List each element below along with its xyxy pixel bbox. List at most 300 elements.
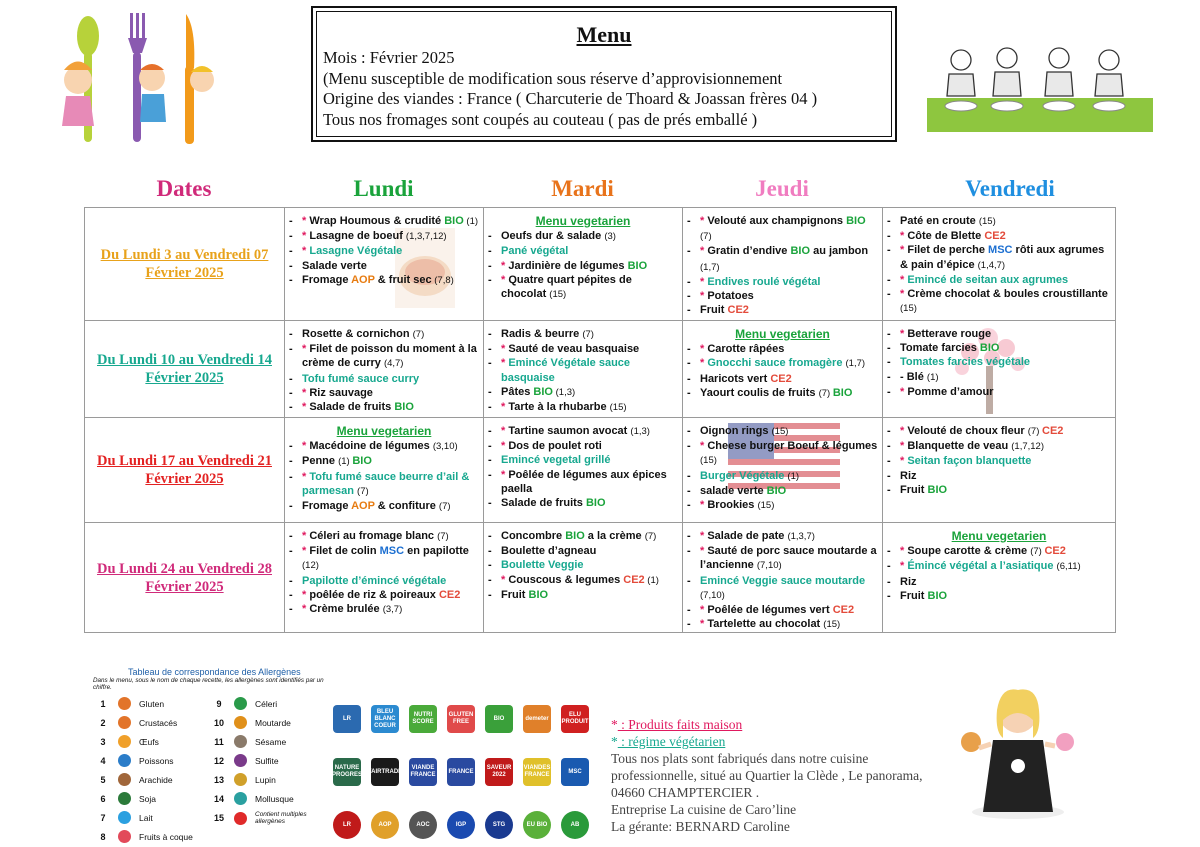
- menu-item-segment: Rosette & cornichon: [302, 328, 413, 340]
- bullet-dash: -: [488, 573, 492, 586]
- menu-item-segment: *: [302, 470, 310, 483]
- menu-item-segment: BIO: [533, 385, 553, 398]
- bullet-dash: -: [887, 455, 891, 468]
- menu-item-segment: (1): [787, 470, 800, 482]
- menu-item-text: [501, 356, 678, 384]
- menu-item-segment: BIO: [627, 259, 648, 272]
- bullet-dash: -: [687, 343, 691, 356]
- menu-item-text: [700, 289, 878, 303]
- week-dates-cell: [85, 418, 285, 523]
- menu-item-text: [501, 496, 678, 510]
- menu-item-segment: *: [501, 401, 509, 414]
- menu-item-segment: (3): [604, 231, 616, 243]
- menu-item-text: [302, 470, 479, 499]
- menu-item-segment: a la crème: [584, 530, 645, 542]
- menu-item: [488, 529, 678, 544]
- menu-item-segment: Poêlée de légumes aux épices paella: [501, 468, 667, 495]
- menu-item-segment: CE2: [623, 573, 645, 586]
- menu-item-segment: Lasagne Végétale: [309, 245, 403, 258]
- menu-item-text: [302, 439, 479, 454]
- menu-item-text: [900, 385, 1111, 399]
- menu-item-text: [900, 243, 1111, 272]
- menu-item-segment: *: [302, 401, 310, 414]
- menu-item-segment: Concombre: [501, 530, 566, 542]
- menu-item: [687, 386, 878, 401]
- menu-item-segment: Salade verte: [302, 259, 367, 272]
- menu-item-segment: Carotte râpées: [707, 343, 785, 356]
- bullet-dash: -: [687, 290, 691, 303]
- bullet-dash: -: [289, 603, 293, 616]
- menu-item-text: [700, 342, 878, 356]
- company-info: [611, 750, 931, 835]
- allergen-icon: [118, 697, 131, 710]
- quality-label-logo: AB: [561, 811, 589, 839]
- menu-item-segment: Pomme d’amour: [907, 385, 994, 398]
- week-dates-cell: [85, 208, 285, 321]
- bullet-dash: -: [488, 530, 492, 542]
- menu-item-text: [501, 439, 678, 453]
- menu-item-text: [700, 498, 878, 513]
- menu-item: [687, 244, 878, 274]
- menu-item-text: [501, 588, 678, 602]
- menu-item-segment: (1,7,12): [1011, 441, 1045, 453]
- allergen-item: [208, 697, 277, 710]
- allergen-number: 6: [100, 793, 106, 804]
- vegetarian-menu-title: Menu vegetarien: [336, 424, 432, 438]
- allergen-name: Céleri: [255, 698, 278, 709]
- menu-item-segment: Papilotte d’émincé végétale: [302, 574, 447, 587]
- menu-item-segment: Pané végétal: [501, 245, 569, 258]
- menu-item-text: [302, 588, 479, 602]
- menu-item-segment: Émincé végétal a l’asiatique: [907, 560, 1057, 573]
- menu-item-segment: Brookies: [707, 499, 758, 512]
- menu-item: [887, 424, 1111, 439]
- bullet-dash: -: [289, 530, 293, 542]
- bullet-dash: -: [488, 385, 492, 398]
- menu-item: [887, 229, 1111, 243]
- menu-item-segment: BIO: [927, 483, 948, 496]
- menu-item-segment: *: [900, 385, 908, 398]
- bullet-dash: -: [887, 483, 891, 496]
- menu-item-segment: *: [501, 259, 509, 272]
- bullet-dash: -: [289, 545, 293, 558]
- menu-item: [289, 529, 479, 544]
- menu-item-text: [501, 544, 678, 558]
- menu-item-segment: BIO: [846, 215, 866, 227]
- vegetarian-menu-title: Menu vegetarien: [951, 529, 1047, 543]
- menu-item-segment: Pâtes: [501, 385, 534, 398]
- menu-item-segment: (7): [1027, 426, 1043, 437]
- menu-item-segment: Emincé Veggie sauce moutarde: [700, 574, 866, 587]
- allergen-table-note: Dans le menu, sous le nom de chaque recette, les allergènes sont identifiés par un chiffre.: [93, 677, 324, 691]
- menu-item-segment: Fruit: [900, 589, 928, 602]
- menu-item-text: [501, 468, 678, 496]
- bullet-dash: -: [887, 244, 891, 257]
- menu-item-text: [700, 484, 878, 498]
- menu-item-segment: *: [700, 343, 708, 356]
- menu-item-text: [302, 342, 479, 371]
- menu-item-segment: Jardinière de légumes: [508, 259, 628, 272]
- menu-item: [687, 544, 878, 573]
- menu-item-segment: Filet de perche: [907, 244, 989, 257]
- menu-item: [488, 558, 678, 572]
- allergen-item: [92, 830, 193, 843]
- menu-cell-vendredi: [883, 321, 1116, 418]
- bullet-dash: -: [488, 230, 492, 243]
- menu-item-segment: BIO: [790, 245, 811, 258]
- menu-item-segment: *: [501, 440, 509, 453]
- allergen-icon: [234, 773, 247, 786]
- menu-item-segment: (7): [437, 531, 449, 542]
- menu-item-segment: (7): [1030, 546, 1045, 558]
- menu-item-segment: CE2: [1044, 545, 1066, 558]
- menu-item: [687, 469, 878, 484]
- menu-item-text: [900, 454, 1111, 468]
- week-dates-line2: Février 2025: [145, 265, 224, 281]
- menu-item-segment: *: [900, 425, 908, 437]
- menu-item: [488, 453, 678, 467]
- allergen-number: 2: [100, 717, 106, 728]
- allergen-table-title: Tableau de correspondance des Allergènes: [128, 667, 301, 677]
- menu-item-segment: Crème brulée: [309, 603, 383, 616]
- menu-info-lines: [323, 48, 817, 130]
- week-row: [85, 208, 1116, 321]
- menu-item-text: [700, 356, 878, 371]
- menu-cell-lundi: [285, 418, 484, 523]
- menu-item-text: [900, 229, 1111, 243]
- menu-item-segment: Salade de fruits: [501, 497, 586, 510]
- week-row: [85, 321, 1116, 418]
- menu-item-segment: Emincé vegetal grillé: [501, 454, 611, 467]
- bullet-dash: -: [488, 343, 492, 356]
- menu-item: [687, 529, 878, 544]
- menu-item: [887, 589, 1111, 603]
- menu-item-segment: *: [302, 230, 310, 243]
- allergen-icon: [118, 830, 131, 843]
- menu-item: [488, 400, 678, 415]
- menu-cell-mardi: [484, 321, 683, 418]
- menu-item-text: [700, 617, 878, 632]
- menu-item-segment: au jambon: [810, 245, 869, 258]
- week-dates-cell: [85, 523, 285, 633]
- menu-item: [488, 588, 678, 602]
- quality-label-logo: VIANDES FRANCE: [523, 758, 551, 786]
- menu-item: [488, 356, 678, 384]
- allergen-number: 8: [100, 831, 106, 842]
- menu-item-segment: Penne: [302, 455, 339, 468]
- menu-item-segment: BIO: [352, 455, 372, 468]
- menu-item-text: [900, 469, 1111, 483]
- allergen-item: [92, 811, 153, 824]
- menu-item-segment: (3,7): [382, 604, 403, 616]
- menu-item: [887, 575, 1111, 589]
- menu-item-segment: *: [900, 230, 908, 243]
- menu-item-segment: *: [302, 588, 310, 601]
- allergen-name: Soja: [139, 793, 157, 804]
- menu-item-text: [302, 574, 479, 588]
- menu-item-text: [700, 529, 878, 544]
- quality-label-logo: AOP: [371, 811, 399, 839]
- menu-item: [887, 341, 1111, 355]
- menu-item-segment: rôti aux agrumes & pain d’épice: [900, 244, 1105, 271]
- menu-item-segment: *: [700, 275, 708, 288]
- menu-item: [887, 559, 1111, 574]
- menu-table: [84, 207, 1116, 633]
- menu-item-text: [302, 229, 479, 244]
- legend-vegetarian: * : régime végétarien: [611, 734, 726, 749]
- bullet-dash: -: [887, 288, 891, 301]
- menu-item-segment: (6,11): [1056, 561, 1081, 573]
- bullet-dash: -: [289, 259, 293, 272]
- menu-item-segment: (1,7): [700, 261, 720, 273]
- menu-item-text: [501, 558, 678, 572]
- week-dates-line2: Février 2025: [145, 370, 224, 386]
- menu-item: [289, 400, 479, 414]
- header-lundi: Lundi: [353, 176, 414, 201]
- quality-label-logo: FRANCE: [447, 758, 475, 786]
- allergen-icon: [234, 697, 247, 710]
- manager-name: La gérante: BERNARD Caroline: [611, 819, 790, 834]
- menu-item: [488, 342, 678, 356]
- menu-item-segment: *: [900, 560, 908, 573]
- bullet-dash: -: [289, 500, 293, 513]
- menu-item-text: [302, 372, 479, 386]
- menu-item: [687, 574, 878, 603]
- menu-item: [289, 372, 479, 386]
- menu-title: Menu: [576, 22, 632, 47]
- menu-item-segment: CE2: [1042, 425, 1064, 437]
- menu-item-segment: (15): [978, 216, 996, 227]
- bullet-dash: -: [488, 357, 492, 370]
- menu-item-segment: en papilotte: [404, 545, 469, 558]
- menu-cell-jeudi: [683, 208, 883, 321]
- menu-item-segment: Gnocchi sauce fromagère: [707, 357, 846, 370]
- menu-item-segment: Riz: [900, 469, 917, 482]
- quality-label-logo: GLUTEN FREE: [447, 705, 475, 733]
- menu-item-segment: (15): [823, 619, 841, 631]
- quality-label-logo: STG: [485, 811, 513, 839]
- allergen-icon: [234, 812, 247, 825]
- bullet-dash: -: [887, 575, 891, 588]
- menu-item: [887, 355, 1111, 369]
- bullet-dash: -: [887, 215, 891, 227]
- bullet-dash: -: [289, 230, 293, 243]
- menu-item-segment: Riz sauvage: [309, 386, 373, 399]
- menu-item-segment: *: [302, 603, 310, 616]
- menu-meat-origin: Origine des viandes : France ( Charcuterie de Thoard & Joassan frères 04 ): [323, 89, 818, 108]
- menu-item: [289, 327, 479, 342]
- bullet-dash: -: [687, 484, 691, 497]
- menu-item-segment: Emincé de seitan aux agrumes: [907, 273, 1069, 286]
- menu-item: [687, 214, 878, 244]
- bullet-dash: -: [289, 401, 293, 414]
- menu-item-text: [501, 259, 678, 273]
- menu-item-text: [700, 439, 878, 468]
- bullet-dash: -: [687, 425, 691, 437]
- company-name: Entreprise La cuisine de Caro’line: [611, 802, 797, 817]
- bullet-dash: -: [289, 372, 293, 385]
- menu-item-text: [700, 424, 878, 439]
- header-vendredi: Vendredi: [965, 176, 1055, 201]
- quality-label-logo: demeter: [523, 705, 551, 733]
- menu-item-segment: Fruit: [900, 483, 928, 496]
- week-dates-line2: Février 2025: [145, 578, 224, 595]
- menu-item: [687, 372, 878, 386]
- bullet-dash: -: [687, 618, 691, 631]
- menu-item-segment: Quatre quart pépites de chocolat: [501, 273, 632, 301]
- menu-item-segment: Fromage: [302, 273, 352, 286]
- menu-item-text: [900, 439, 1111, 454]
- menu-item-text: [900, 575, 1111, 589]
- menu-item: [687, 439, 878, 468]
- allergen-name: Lait: [139, 812, 153, 823]
- menu-item: [289, 259, 479, 273]
- menu-item-segment: Salade de fruits: [309, 401, 395, 414]
- menu-item-segment: *: [900, 440, 908, 453]
- bullet-dash: -: [887, 560, 891, 573]
- menu-item-segment: Haricots vert: [700, 372, 771, 385]
- bullet-dash: -: [887, 273, 891, 286]
- allergen-number: 11: [214, 736, 224, 747]
- menu-cell-mardi: [484, 523, 683, 633]
- menu-item-segment: Potatoes: [707, 290, 754, 303]
- bullet-dash: -: [488, 545, 492, 558]
- menu-item-segment: BIO: [565, 530, 585, 542]
- menu-item-segment: Salade de pate: [707, 530, 788, 542]
- allergen-icon: [234, 754, 247, 767]
- menu-cheese-note: Tous nos fromages sont coupés au couteau ( pas de prés emballé ): [323, 109, 758, 129]
- quality-label-logo: NUTRI SCORE: [409, 705, 437, 733]
- vegetarian-menu-title: Menu vegetarien: [535, 214, 631, 228]
- menu-item-segment: *: [501, 573, 509, 586]
- bullet-dash: -: [289, 245, 293, 258]
- menu-item: [687, 356, 878, 371]
- bullet-dash: -: [488, 259, 492, 272]
- menu-item-segment: *: [900, 455, 908, 468]
- allergen-number: 3: [100, 736, 106, 747]
- bullet-dash: -: [289, 215, 293, 227]
- menu-item-segment: (7): [412, 329, 425, 340]
- bullet-dash: -: [488, 588, 492, 601]
- menu-item-segment: Emincé Végétale sauce basquaise: [501, 357, 631, 384]
- allergen-icon: [234, 735, 247, 748]
- menu-item-segment: *: [900, 244, 908, 257]
- menu-item-segment: Seitan façon blanquette: [907, 455, 1032, 468]
- menu-item-segment: Wrap Houmous & crudité: [309, 215, 445, 227]
- bullet-dash: -: [488, 401, 492, 414]
- menu-item: [488, 468, 678, 496]
- menu-item-segment: (7,8): [431, 274, 454, 286]
- bullet-dash: -: [289, 455, 293, 468]
- allergen-number: 15: [213, 813, 224, 823]
- allergen-item: [208, 754, 279, 767]
- menu-item-segment: (7): [357, 485, 369, 497]
- menu-item-segment: *: [900, 273, 908, 286]
- allergen-item: [208, 792, 294, 805]
- quality-label-logo: BLEU BLANC COEUR: [371, 705, 399, 733]
- allergen-name: Sésame: [255, 736, 287, 747]
- menu-item-segment: Tartine saumon avocat: [508, 425, 631, 437]
- menu-item-segment: Fruit: [700, 304, 728, 317]
- menu-item-text: [700, 275, 878, 289]
- allergen-item: [92, 697, 164, 710]
- menu-item-segment: (7): [644, 531, 657, 542]
- menu-item-segment: Boulette Veggie: [501, 559, 584, 572]
- menu-item-text: [501, 244, 678, 258]
- header-mardi: Mardi: [551, 176, 614, 201]
- bullet-dash: -: [289, 273, 293, 286]
- quality-label-logo: FAIRTRADE: [371, 758, 399, 786]
- menu-item: [887, 469, 1111, 483]
- menu-item-text: [900, 544, 1111, 559]
- menu-item-segment: Endives roulé végétal: [707, 275, 821, 288]
- menu-item: [687, 603, 878, 617]
- menu-item-segment: Poêlée de légumes vert: [707, 604, 833, 617]
- menu-item-segment: Radis & beurre: [501, 328, 583, 340]
- quality-label-logo: VIANDE FRANCE: [409, 758, 437, 786]
- menu-item: [887, 385, 1111, 399]
- menu-item-segment: (12): [302, 560, 319, 572]
- menu-item-text: [900, 559, 1111, 574]
- menu-item-segment: BIO: [832, 386, 853, 399]
- cook-woman-illustration: [957, 680, 1079, 820]
- bullet-dash: -: [887, 469, 891, 482]
- menu-item-segment: (7): [438, 501, 451, 513]
- menu-item: [289, 386, 479, 400]
- allergen-name: Lupin: [255, 774, 276, 785]
- menu-item-segment: (7,10): [756, 560, 782, 572]
- menu-item-segment: Sauté de veau basquaise: [508, 343, 640, 356]
- menu-item: [488, 424, 678, 439]
- menu-item-segment: (15): [900, 303, 917, 315]
- menu-item-segment: poêlée de riz & poireaux: [309, 588, 439, 601]
- menu-info-box: [311, 6, 897, 142]
- bullet-dash: -: [488, 328, 492, 340]
- bullet-dash: -: [488, 454, 492, 467]
- bullet-dash: -: [687, 372, 691, 385]
- menu-item-segment: BIO: [394, 401, 414, 414]
- menu-item-text: [302, 214, 479, 229]
- menu-item-segment: BIO: [766, 484, 787, 497]
- menu-item: [488, 496, 678, 510]
- menu-item: [488, 244, 678, 258]
- menu-item-segment: *: [302, 215, 310, 227]
- menu-item: [289, 602, 479, 617]
- menu-item-segment: Filet de colin: [309, 545, 380, 558]
- symbols-legend: [611, 716, 742, 750]
- menu-cell-vendredi: [883, 418, 1116, 523]
- allergen-name: Poissons: [139, 755, 174, 766]
- menu-item-text: [302, 244, 479, 258]
- menu-item-segment: Tarte à la rhubarbe: [508, 401, 610, 414]
- menu-item-segment: *: [302, 545, 310, 558]
- menu-item: [687, 484, 878, 498]
- bullet-dash: -: [887, 545, 891, 558]
- menu-item-segment: *: [501, 273, 509, 286]
- allergen-name: Moutarde: [255, 717, 291, 728]
- menu-item-segment: *: [501, 357, 509, 370]
- bullet-dash: -: [488, 559, 492, 572]
- menu-item: [488, 439, 678, 453]
- menu-item-segment: *: [302, 440, 310, 453]
- allergen-item: [208, 716, 291, 729]
- menu-item-segment: Oignon rings: [700, 425, 772, 437]
- menu-cell-mardi: [484, 208, 683, 321]
- menu-month: Mois : Février 2025: [323, 48, 455, 67]
- menu-item-segment: Fromage: [302, 500, 352, 513]
- week-dates-line1: Du Lundi 17 au Vendredi 21: [96, 453, 272, 469]
- menu-cell-lundi: [285, 208, 484, 321]
